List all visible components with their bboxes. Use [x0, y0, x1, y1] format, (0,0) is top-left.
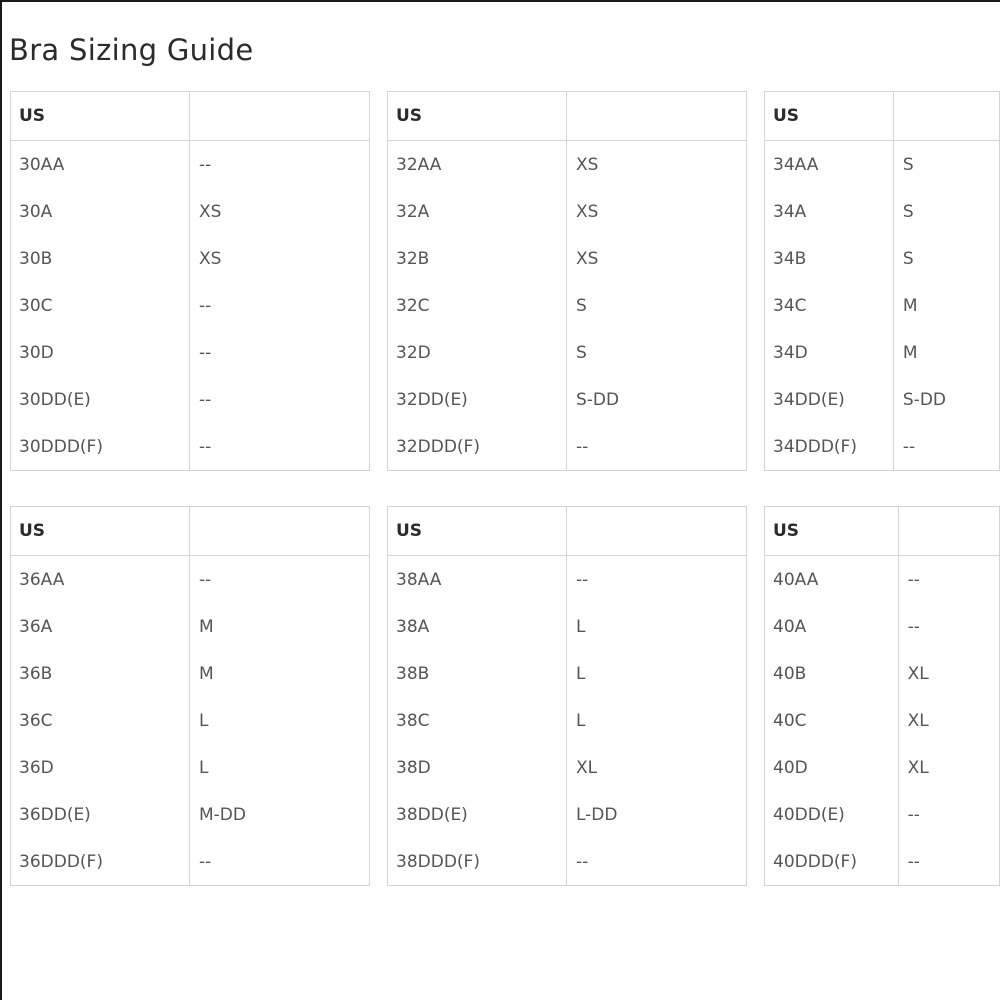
- us-size-cell: 38D: [388, 744, 567, 791]
- size-cell: M: [902, 342, 918, 363]
- size-table: [10, 91, 370, 471]
- table-row: [765, 650, 1000, 697]
- header-us-size: US: [765, 92, 894, 141]
- header-us-size: US: [11, 507, 190, 556]
- us-size-cell: 30B: [11, 235, 190, 282]
- us-size-cell: 36C: [11, 697, 190, 744]
- us-size-cell: 34A: [765, 188, 894, 235]
- table-row: [388, 838, 747, 886]
- us-size-cell: 30AA: [11, 141, 190, 189]
- size-cell: S-DD: [902, 389, 946, 410]
- us-size-cell: 34DDD(F): [765, 423, 894, 471]
- us-size-cell: 36A: [11, 603, 190, 650]
- header-size: [190, 507, 370, 556]
- table-row: [11, 791, 370, 838]
- table-row: [765, 423, 1000, 471]
- us-size-cell: 38DDD(F): [388, 838, 567, 886]
- table-row: [765, 744, 1000, 791]
- size-cell: XS: [199, 201, 222, 222]
- table-row: [388, 376, 747, 423]
- us-size-cell: 36D: [11, 744, 190, 791]
- table-row: [388, 141, 747, 189]
- table-row: [765, 188, 1000, 235]
- table-row: [11, 376, 370, 423]
- us-size-cell: 36B: [11, 650, 190, 697]
- size-table: [10, 506, 370, 886]
- us-size-cell: 30C: [11, 282, 190, 329]
- size-cell: --: [199, 295, 212, 316]
- size-cell: XL: [907, 757, 929, 778]
- size-table: [764, 506, 1000, 886]
- us-size-cell: 40AA: [765, 556, 899, 604]
- header-us-size: US: [11, 92, 190, 141]
- size-cell: --: [576, 569, 589, 590]
- table-row: [11, 650, 370, 697]
- header-size: [898, 507, 999, 556]
- header-size: [190, 92, 370, 141]
- size-cell: XS: [199, 248, 222, 269]
- us-size-cell: 40A: [765, 603, 899, 650]
- us-size-cell: 38AA: [388, 556, 567, 604]
- table-row: [765, 282, 1000, 329]
- us-size-cell: 40DD(E): [765, 791, 899, 838]
- us-size-cell: 34DD(E): [765, 376, 894, 423]
- table-row: [11, 235, 370, 282]
- header-size: [567, 92, 747, 141]
- us-size-cell: 30DDD(F): [11, 423, 190, 471]
- page-title: Bra Sizing Guide: [9, 33, 254, 67]
- size-table: [387, 506, 747, 886]
- us-size-cell: 40DDD(F): [765, 838, 899, 886]
- table-row: [11, 838, 370, 886]
- size-cell: XL: [907, 710, 929, 731]
- table-row: [388, 188, 747, 235]
- size-cell: XL: [576, 757, 598, 778]
- us-size-cell: 40C: [765, 697, 899, 744]
- us-size-cell: 32A: [388, 188, 567, 235]
- size-cell: L: [199, 757, 209, 778]
- us-size-cell: 38C: [388, 697, 567, 744]
- size-cell: M: [902, 295, 918, 316]
- header-size: [893, 92, 999, 141]
- us-size-cell: 32AA: [388, 141, 567, 189]
- size-cell: L: [576, 616, 586, 637]
- table-row: [388, 791, 747, 838]
- us-size-cell: 32D: [388, 329, 567, 376]
- table-header-row: [765, 507, 1000, 556]
- header-size: [567, 507, 747, 556]
- size-table: [387, 91, 747, 471]
- table-header-row: [388, 92, 747, 141]
- table-row: [765, 235, 1000, 282]
- size-cell: M-DD: [199, 804, 246, 825]
- us-size-cell: 36DDD(F): [11, 838, 190, 886]
- size-cell: --: [907, 569, 920, 590]
- table-row: [388, 423, 747, 471]
- table-row: [388, 556, 747, 604]
- table-row: [765, 376, 1000, 423]
- table-row: [388, 697, 747, 744]
- table-row: [11, 141, 370, 189]
- us-size-cell: 40D: [765, 744, 899, 791]
- table-header-row: [765, 92, 1000, 141]
- size-cell: M: [199, 616, 214, 637]
- size-cell: --: [907, 616, 920, 637]
- us-size-cell: 30A: [11, 188, 190, 235]
- size-cell: --: [199, 389, 212, 410]
- table-row: [11, 188, 370, 235]
- table-row: [765, 556, 1000, 604]
- us-size-cell: 34AA: [765, 141, 894, 189]
- us-size-cell: 38DD(E): [388, 791, 567, 838]
- size-cell: --: [199, 569, 212, 590]
- us-size-cell: 30D: [11, 329, 190, 376]
- us-size-cell: 32DD(E): [388, 376, 567, 423]
- size-cell: S: [576, 342, 587, 363]
- table-row: [388, 744, 747, 791]
- table-row: [765, 141, 1000, 189]
- header-us-size: US: [765, 507, 899, 556]
- size-cell: L: [199, 710, 209, 731]
- us-size-cell: 34C: [765, 282, 894, 329]
- us-size-cell: 32B: [388, 235, 567, 282]
- table-row: [388, 282, 747, 329]
- size-cell: L-DD: [576, 804, 618, 825]
- size-cell: S-DD: [576, 389, 620, 410]
- us-size-cell: 34D: [765, 329, 894, 376]
- us-size-cell: 32C: [388, 282, 567, 329]
- size-cell: L: [576, 663, 586, 684]
- table-row: [765, 791, 1000, 838]
- us-size-cell: 38B: [388, 650, 567, 697]
- table-row: [11, 329, 370, 376]
- table-row: [765, 603, 1000, 650]
- size-cell: --: [902, 436, 916, 457]
- size-cell: --: [199, 851, 212, 872]
- size-cell: XS: [576, 154, 599, 175]
- size-cell: S: [576, 295, 587, 316]
- size-cell: --: [576, 436, 589, 457]
- table-row: [388, 650, 747, 697]
- table-row: [765, 329, 1000, 376]
- table-header-row: [11, 92, 370, 141]
- table-row: [11, 697, 370, 744]
- us-size-cell: 38A: [388, 603, 567, 650]
- size-cell: S: [902, 201, 914, 222]
- table-row: [388, 603, 747, 650]
- table-header-row: [11, 507, 370, 556]
- size-cell: --: [907, 804, 920, 825]
- size-cell: S: [902, 154, 914, 175]
- size-cell: --: [199, 436, 212, 457]
- size-cell: --: [199, 342, 212, 363]
- table-row: [388, 235, 747, 282]
- table-row: [11, 603, 370, 650]
- table-row: [11, 423, 370, 471]
- table-row: [11, 282, 370, 329]
- size-table: [764, 91, 1000, 471]
- header-us-size: US: [388, 507, 567, 556]
- size-cell: XS: [576, 201, 599, 222]
- table-row: [11, 744, 370, 791]
- us-size-cell: 34B: [765, 235, 894, 282]
- size-cell: XL: [907, 663, 929, 684]
- size-cell: XS: [576, 248, 599, 269]
- us-size-cell: 32DDD(F): [388, 423, 567, 471]
- header-us-size: US: [388, 92, 567, 141]
- table-row: [765, 697, 1000, 744]
- size-cell: L: [576, 710, 586, 731]
- table-row: [11, 556, 370, 604]
- size-cell: --: [576, 851, 589, 872]
- table-row: [388, 329, 747, 376]
- us-size-cell: 30DD(E): [11, 376, 190, 423]
- us-size-cell: 36AA: [11, 556, 190, 604]
- us-size-cell: 40B: [765, 650, 899, 697]
- size-cell: M: [199, 663, 214, 684]
- table-row: [765, 838, 1000, 886]
- size-cell: --: [199, 154, 212, 175]
- table-header-row: [388, 507, 747, 556]
- size-cell: S: [902, 248, 914, 269]
- us-size-cell: 36DD(E): [11, 791, 190, 838]
- size-cell: --: [907, 851, 920, 872]
